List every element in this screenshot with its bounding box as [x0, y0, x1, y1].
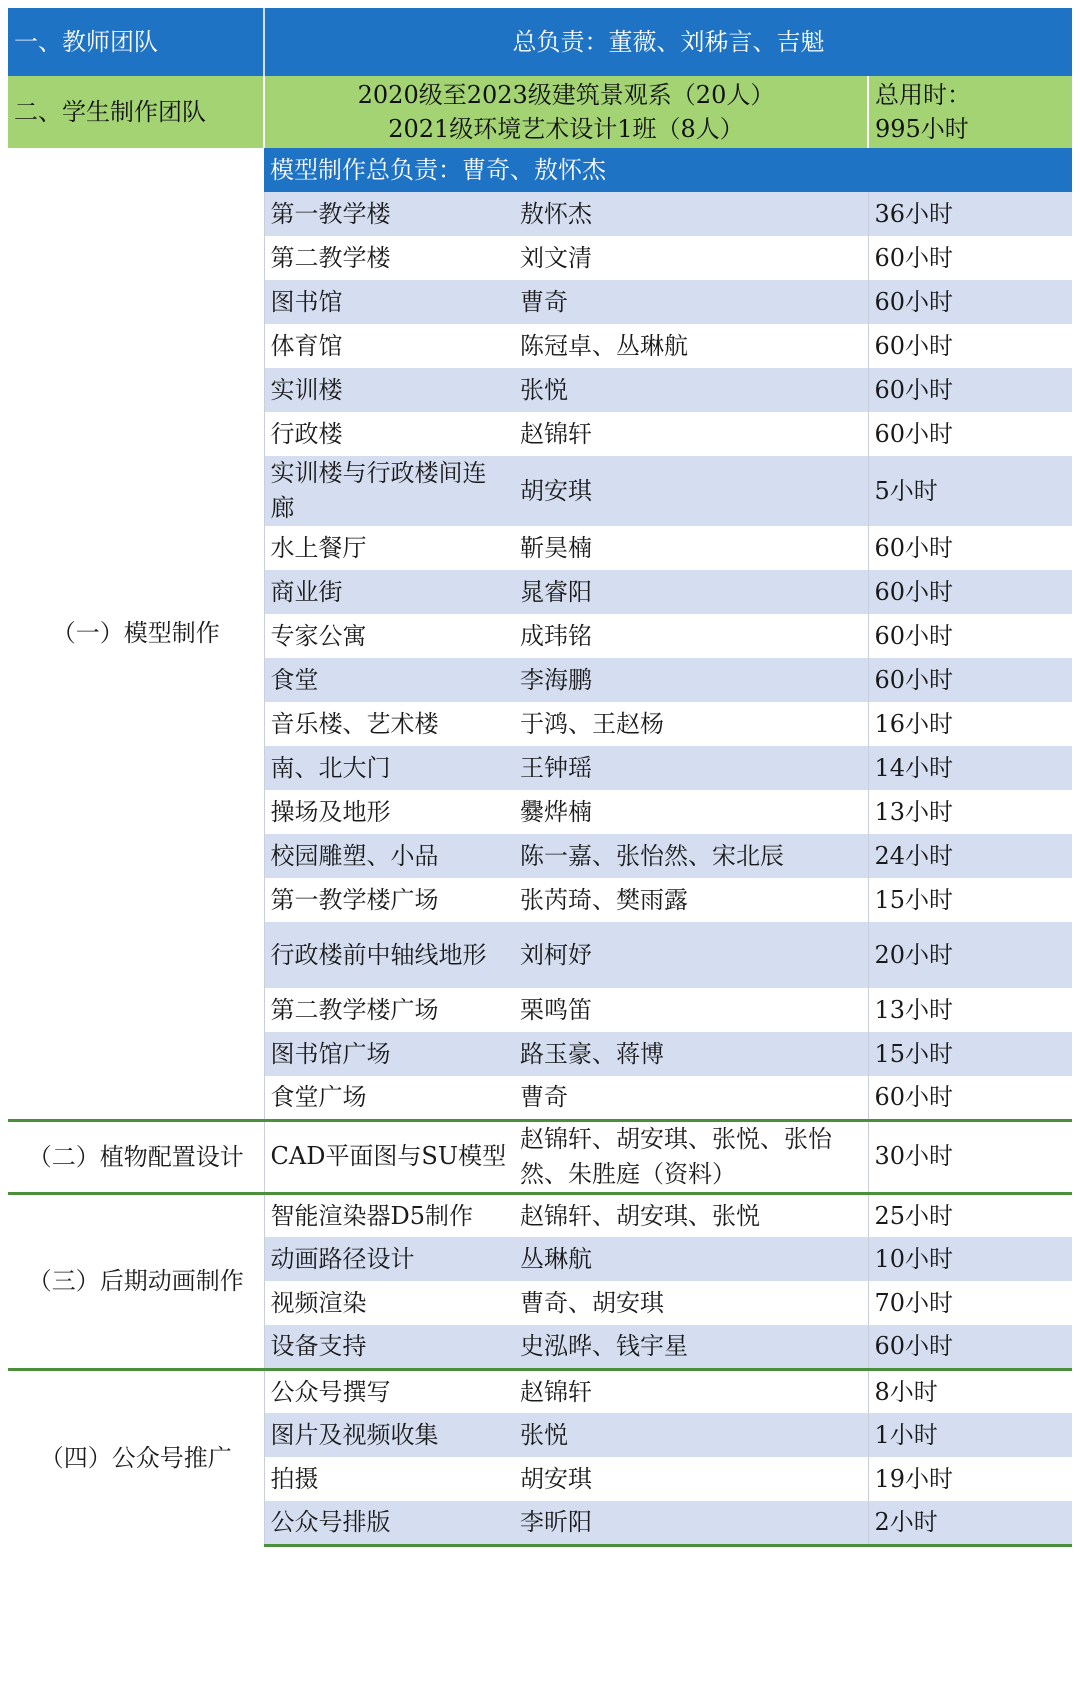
row-item: 图书馆广场 — [264, 1032, 514, 1076]
row-item: 实训楼 — [264, 368, 514, 412]
table-row — [8, 1369, 1072, 1413]
row-people: 张悦 — [514, 1413, 868, 1457]
row-item: 专家公寓 — [264, 614, 514, 658]
student-team-classes-line1: 2020级至2023级建筑景观系（20人） — [357, 81, 775, 109]
row-item: 第二教学楼 — [264, 236, 514, 280]
row-item: 智能渲染器D5制作 — [264, 1193, 514, 1237]
teacher-team-leaders: 总负责：董薇、刘秭言、吉魁 — [264, 8, 1072, 76]
row-hours: 2小时 — [868, 1501, 1072, 1545]
student-team-classes — [264, 76, 868, 148]
row-item: 行政楼 — [264, 412, 514, 456]
row-hours: 60小时 — [868, 570, 1072, 614]
section-title: （三）后期动画制作 — [8, 1193, 264, 1369]
row-hours: 60小时 — [868, 324, 1072, 368]
row-item: 拍摄 — [264, 1457, 514, 1501]
row-item: 第二教学楼广场 — [264, 988, 514, 1032]
row-people: 刘柯妤 — [514, 922, 868, 988]
row-hours: 70小时 — [868, 1281, 1072, 1325]
row-hours: 60小时 — [868, 614, 1072, 658]
section-title: （一）模型制作 — [8, 148, 264, 1120]
row-hours: 19小时 — [868, 1457, 1072, 1501]
row-people: 丛琳航 — [514, 1237, 868, 1281]
row-item: 实训楼与行政楼间连廊 — [264, 456, 514, 526]
total-time-label: 总用时： — [875, 81, 971, 109]
row-hours: 16小时 — [868, 702, 1072, 746]
section-lead-row — [8, 148, 1072, 192]
row-hours: 60小时 — [868, 1076, 1072, 1120]
row-item: 公众号撰写 — [264, 1369, 514, 1413]
row-hours: 60小时 — [868, 1325, 1072, 1369]
row-people: 曹奇 — [514, 1076, 868, 1120]
row-people: 张芮琦、樊雨露 — [514, 878, 868, 922]
row-people: 赵锦轩 — [514, 1369, 868, 1413]
total-time-cell — [868, 76, 1072, 148]
row-people: 赵锦轩 — [514, 412, 868, 456]
row-item: 图书馆 — [264, 280, 514, 324]
row-item: CAD平面图与SU模型 — [264, 1120, 514, 1193]
row-hours: 10小时 — [868, 1237, 1072, 1281]
row-item: 食堂广场 — [264, 1076, 514, 1120]
row-hours: 30小时 — [868, 1120, 1072, 1193]
table-row — [8, 1193, 1072, 1237]
row-item: 动画路径设计 — [264, 1237, 514, 1281]
row-people: 王钟瑶 — [514, 746, 868, 790]
row-item: 第一教学楼 — [264, 192, 514, 236]
row-item: 食堂 — [264, 658, 514, 702]
row-hours: 60小时 — [868, 526, 1072, 570]
student-team-row — [8, 76, 1072, 148]
row-item: 体育馆 — [264, 324, 514, 368]
row-people: 敖怀杰 — [514, 192, 868, 236]
row-item: 南、北大门 — [264, 746, 514, 790]
row-people: 路玉豪、蒋博 — [514, 1032, 868, 1076]
row-people: 栗鸣笛 — [514, 988, 868, 1032]
row-hours: 15小时 — [868, 1032, 1072, 1076]
row-hours: 60小时 — [868, 658, 1072, 702]
row-hours: 60小时 — [868, 236, 1072, 280]
row-people: 晁睿阳 — [514, 570, 868, 614]
row-hours: 13小时 — [868, 988, 1072, 1032]
section-title: （二）植物配置设计 — [8, 1120, 264, 1193]
student-team-label: 二、学生制作团队 — [8, 76, 264, 148]
team-table-sheet — [8, 8, 1072, 1547]
team-table — [8, 8, 1072, 1547]
row-hours: 5小时 — [868, 456, 1072, 526]
row-hours: 15小时 — [868, 878, 1072, 922]
row-people: 张悦 — [514, 368, 868, 412]
row-hours: 60小时 — [868, 368, 1072, 412]
row-people: 于鸿、王赵杨 — [514, 702, 868, 746]
section-title: （四）公众号推广 — [8, 1369, 264, 1545]
row-item: 公众号排版 — [264, 1501, 514, 1545]
teacher-team-label: 一、教师团队 — [8, 8, 264, 76]
row-hours: 1小时 — [868, 1413, 1072, 1457]
row-people: 李昕阳 — [514, 1501, 868, 1545]
row-item: 商业街 — [264, 570, 514, 614]
row-people: 爨烨楠 — [514, 790, 868, 834]
row-people: 赵锦轩、胡安琪、张悦、张怡然、朱胜庭（资料） — [514, 1120, 868, 1193]
row-hours: 24小时 — [868, 834, 1072, 878]
row-item: 校园雕塑、小品 — [264, 834, 514, 878]
row-people: 刘文清 — [514, 236, 868, 280]
row-hours: 60小时 — [868, 412, 1072, 456]
row-hours: 20小时 — [868, 922, 1072, 988]
row-people: 陈冠卓、丛琳航 — [514, 324, 868, 368]
row-item: 第一教学楼广场 — [264, 878, 514, 922]
table-row — [8, 1120, 1072, 1193]
row-hours: 25小时 — [868, 1193, 1072, 1237]
row-item: 行政楼前中轴线地形 — [264, 922, 514, 988]
row-item: 操场及地形 — [264, 790, 514, 834]
row-people: 赵锦轩、胡安琪、张悦 — [514, 1193, 868, 1237]
row-people: 靳昊楠 — [514, 526, 868, 570]
row-item: 视频渲染 — [264, 1281, 514, 1325]
row-hours: 8小时 — [868, 1369, 1072, 1413]
row-people: 李海鹏 — [514, 658, 868, 702]
row-people: 陈一嘉、张怡然、宋北辰 — [514, 834, 868, 878]
row-item: 音乐楼、艺术楼 — [264, 702, 514, 746]
row-hours: 60小时 — [868, 280, 1072, 324]
row-people: 曹奇 — [514, 280, 868, 324]
section-lead: 模型制作总负责：曹奇、敖怀杰 — [264, 148, 1072, 192]
row-item: 设备支持 — [264, 1325, 514, 1369]
row-people: 胡安琪 — [514, 456, 868, 526]
row-item: 图片及视频收集 — [264, 1413, 514, 1457]
student-team-classes-line2: 2021级环境艺术设计1班（8人） — [388, 115, 744, 143]
row-people: 曹奇、胡安琪 — [514, 1281, 868, 1325]
row-people: 史泓晔、钱宇星 — [514, 1325, 868, 1369]
row-hours: 36小时 — [868, 192, 1072, 236]
row-hours: 14小时 — [868, 746, 1072, 790]
row-people: 胡安琪 — [514, 1457, 868, 1501]
row-hours: 13小时 — [868, 790, 1072, 834]
row-item: 水上餐厅 — [264, 526, 514, 570]
row-people: 成玮铭 — [514, 614, 868, 658]
total-time-value: 995小时 — [875, 115, 969, 143]
teacher-team-row — [8, 8, 1072, 76]
